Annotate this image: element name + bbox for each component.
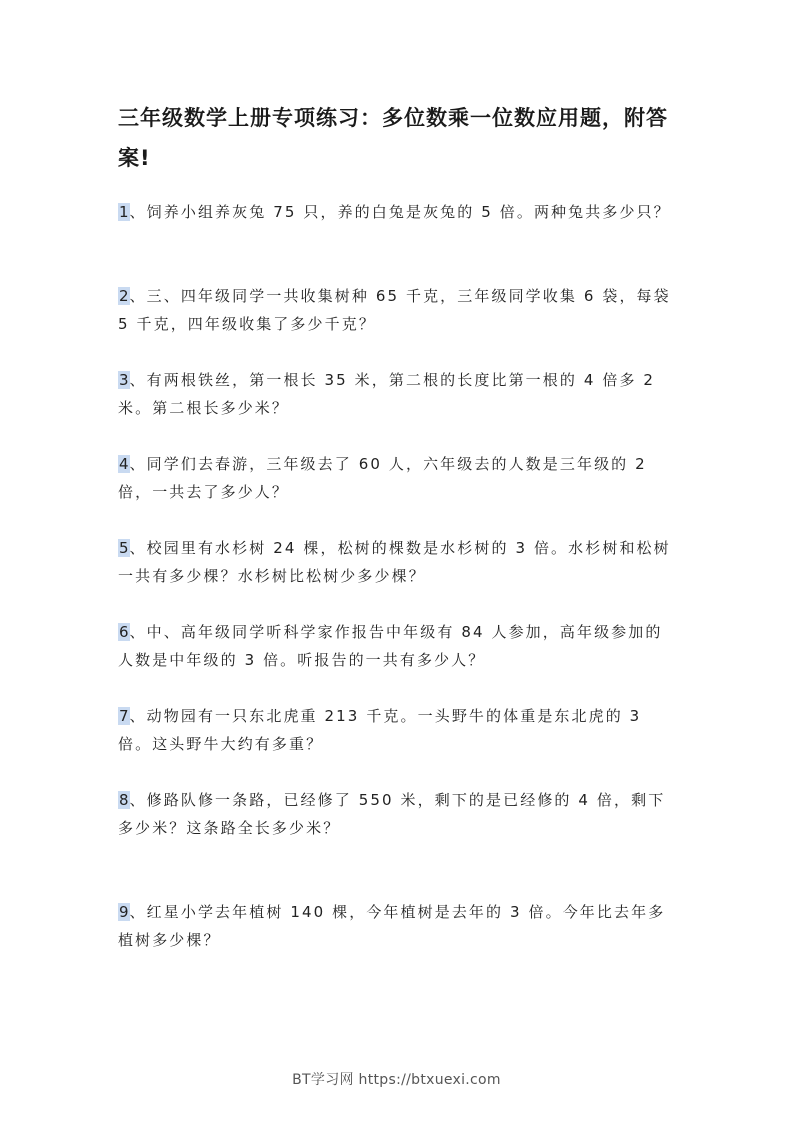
question-text: 、三、四年级同学一共收集树种 65 千克，三年级同学收集 6 袋，每袋 5 千克，四年级收集了多少千克？ bbox=[118, 287, 671, 333]
question-9 bbox=[118, 898, 678, 954]
question-number: 8 bbox=[119, 791, 129, 809]
question-5 bbox=[118, 534, 678, 590]
question-number: 4 bbox=[119, 455, 129, 473]
question-number: 5 bbox=[119, 539, 129, 557]
question-text: 、饲养小组养灰兔 75 只，养的白兔是灰兔的 5 倍。两种兔共多少只？ bbox=[129, 203, 671, 221]
page-footer: BT学习网 https://btxuexi.com bbox=[292, 1072, 501, 1088]
question-6 bbox=[118, 618, 678, 674]
question-number: 7 bbox=[119, 707, 129, 725]
question-4 bbox=[118, 450, 678, 506]
question-text: 、同学们去春游，三年级去了 60 人，六年级去的人数是三年级的 2 倍，一共去了多少人？ bbox=[118, 455, 647, 501]
question-number: 3 bbox=[119, 371, 129, 389]
question-number: 6 bbox=[119, 623, 129, 641]
question-text: 、动物园有一只东北虎重 213 千克。一头野牛的体重是东北虎的 3 倍。这头野牛大约有多重？ bbox=[118, 707, 642, 753]
question-3 bbox=[118, 366, 678, 422]
question-number: 1 bbox=[119, 203, 129, 221]
question-text: 、校园里有水杉树 24 棵，松树的棵数是水杉树的 3 倍。水杉树和松树一共有多少棵？水杉树比松树少多少棵？ bbox=[118, 539, 671, 585]
question-text: 、修路队修一条路，已经修了 550 米，剩下的是已经修的 4 倍，剩下多少米？这条路全长多少米？ bbox=[118, 791, 666, 837]
question-text: 、中、高年级同学听科学家作报告中年级有 84 人参加，高年级参加的人数是中年级的 3 倍。听报告的一共有多少人？ bbox=[118, 623, 663, 669]
document-title: 三年级数学上册专项练习：多位数乘一位数应用题，附答案! bbox=[118, 106, 668, 170]
question-text: 、红星小学去年植树 140 棵，今年植树是去年的 3 倍。今年比去年多植树多少棵？ bbox=[118, 903, 666, 949]
question-8 bbox=[118, 786, 678, 842]
question-number: 2 bbox=[119, 287, 129, 305]
question-2 bbox=[118, 282, 678, 338]
question-7 bbox=[118, 702, 678, 758]
question-number: 9 bbox=[119, 903, 129, 921]
question-1 bbox=[118, 198, 678, 226]
question-text: 、有两根铁丝，第一根长 35 米，第二根的长度比第一根的 4 倍多 2 米。第二根长多少米？ bbox=[118, 371, 656, 417]
